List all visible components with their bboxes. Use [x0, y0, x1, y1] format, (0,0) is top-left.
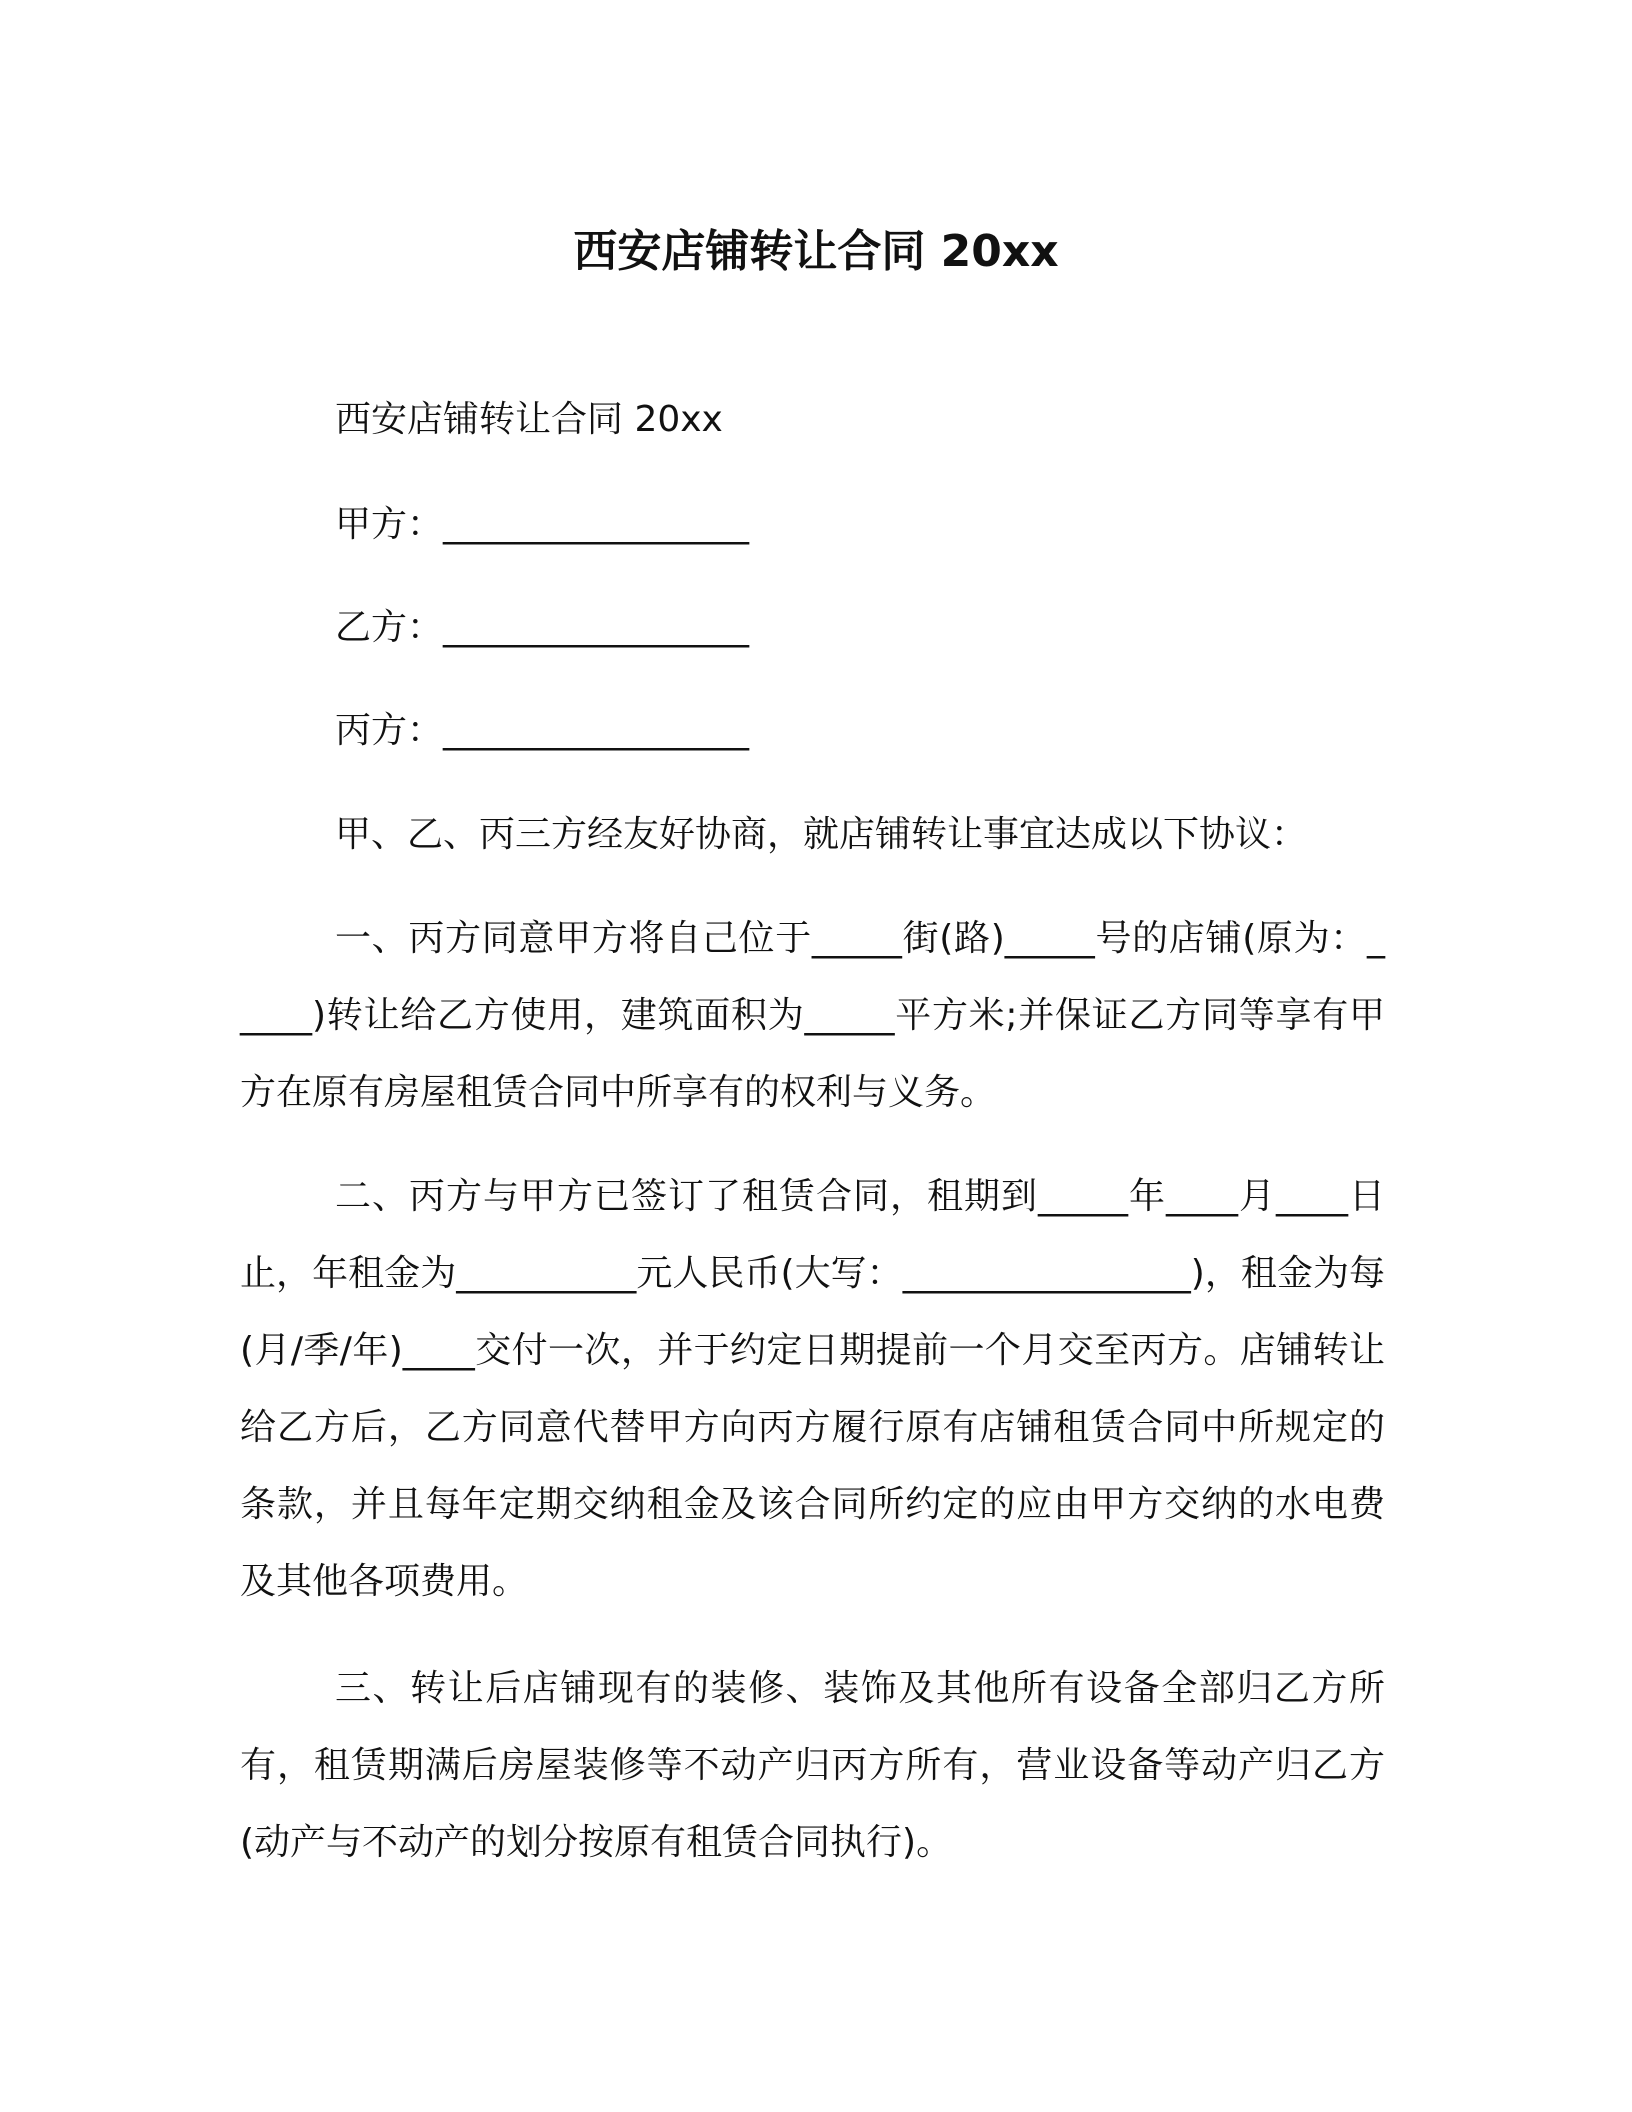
- clause-1: 一、丙方同意甲方将自己位于_____街(路)_____号的店铺(原为：_____)转让给乙方使用，建筑面积为_____平方米;并保证乙方同等享有甲方在原有房屋租赁合同中所享有的权利与义务。: [240, 918, 1385, 1113]
- intro-paragraph: 甲、乙、丙三方经友好协商，就店铺转让事宜达成以下协议：: [335, 814, 1308, 855]
- party-a-line: 甲方：_________________: [335, 504, 750, 545]
- party-c-line: 丙方：_________________: [335, 710, 750, 751]
- clause-3: 三、转让后店铺现有的装修、装饰及其他所有设备全部归乙方所有，租赁期满后房屋装修等不动产归丙方所有，营业设备等动产归乙方(动产与不动产的划分按原有租赁合同执行)。: [240, 1668, 1385, 1863]
- clause-2: 二、丙方与甲方已签订了租赁合同，租期到_____年____月____日止，年租金为__________元人民币(大写：________________)，租金为每(月/季/年)____交付一次，并于约定日期提前一个月交至丙方。店铺转让给乙方后，乙方同意代替甲方向丙方履行原有店铺租赁合同中所规定的条款，并且每年定期交纳租金及该合同所约定的应由甲方交纳的水电费及其他各项费用。: [240, 1176, 1385, 1602]
- party-b-line: 乙方：_________________: [335, 607, 750, 648]
- document-title: 西安店铺转让合同 20xx: [573, 226, 1059, 277]
- document-subtitle: 西安店铺转让合同 20xx: [335, 399, 723, 440]
